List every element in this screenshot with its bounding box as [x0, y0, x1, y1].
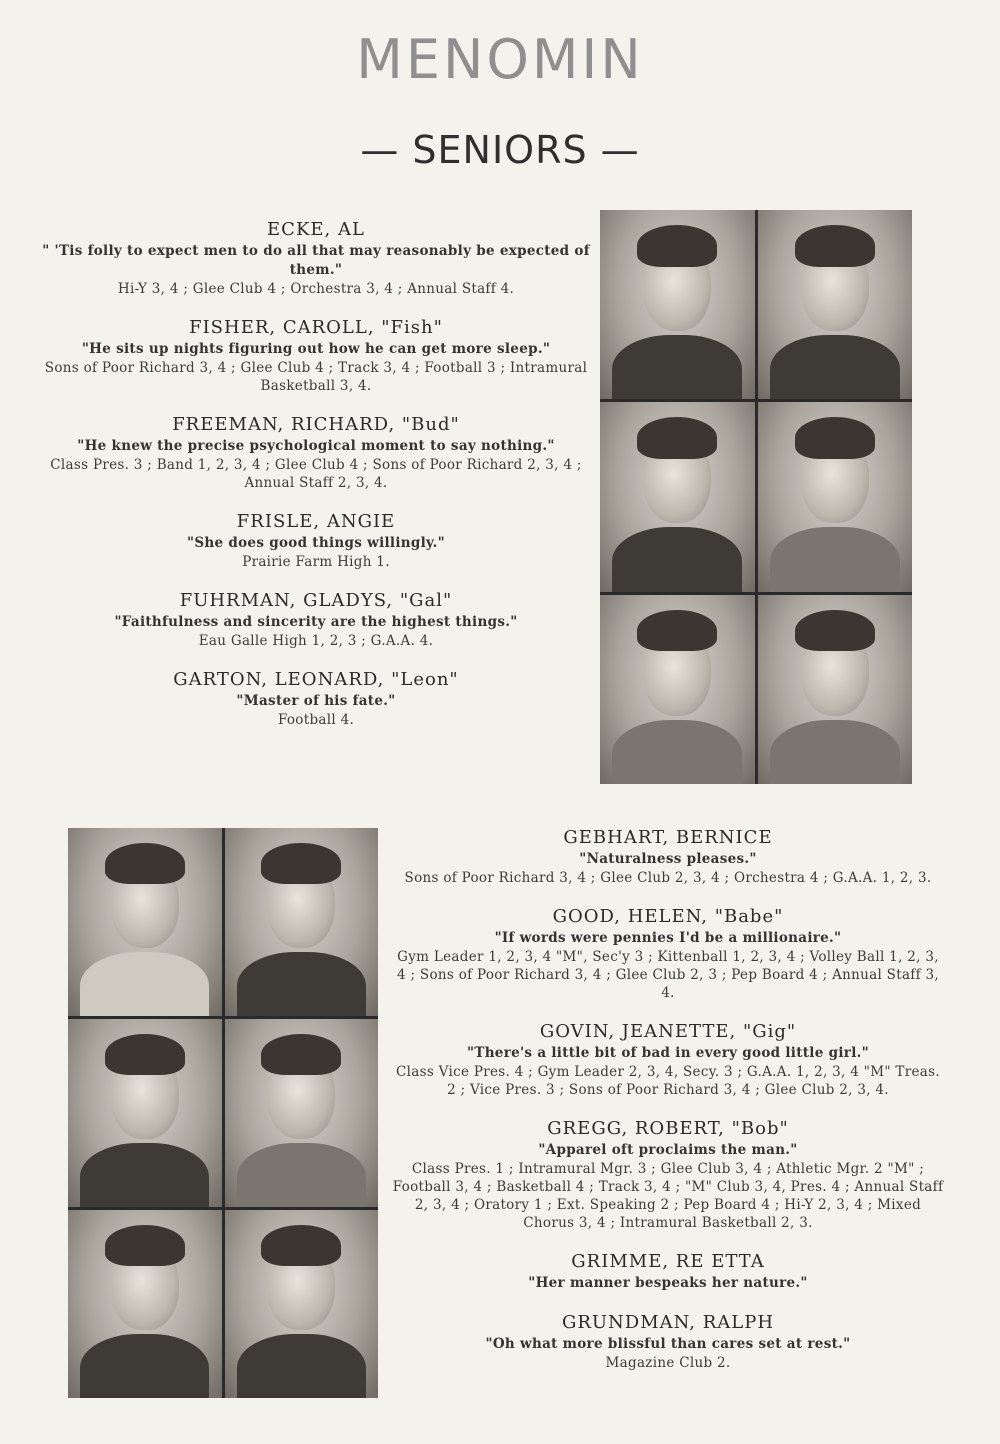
senior-quote: "She does good things willingly."	[187, 535, 445, 551]
seniors-list-bottom	[392, 826, 944, 1390]
senior-activities: Prairie Farm High 1.	[242, 554, 390, 570]
senior-name: FRISLE, ANGIE	[236, 511, 396, 532]
senior-quote: "Faithfulness and sincerity are the highest things."	[114, 614, 518, 630]
senior-quote: " 'Tis folly to expect men to do all that may reasonably be expected of them."	[42, 243, 590, 278]
senior-portrait	[225, 1210, 379, 1398]
senior-portrait	[600, 210, 755, 399]
senior-activities: Magazine Club 2.	[605, 1355, 731, 1371]
senior-name: GOOD, HELEN, "Babe"	[552, 906, 784, 927]
senior-entry	[40, 218, 592, 298]
senior-name: ECKE, AL	[267, 219, 365, 240]
senior-name: FUHRMAN, GLADYS, "Gal"	[179, 590, 453, 611]
senior-name: FREEMAN, RICHARD, "Bud"	[172, 414, 460, 435]
senior-name: GARTON, LEONARD, "Leon"	[173, 669, 459, 690]
senior-activities: Sons of Poor Richard 3, 4 ; Glee Club 2, 3, 4 ; Orchestra 4 ; G.A.A. 1, 2, 3.	[404, 870, 932, 886]
senior-entry	[392, 1311, 944, 1372]
senior-entry	[392, 905, 944, 1002]
senior-activities: Class Pres. 3 ; Band 1, 2, 3, 4 ; Glee Club 4 ; Sons of Poor Richard 2, 3, 4 ; Annual Staff 2, 3, 4.	[50, 457, 582, 491]
senior-portrait	[600, 595, 755, 784]
senior-entry	[40, 668, 592, 729]
senior-name: GREGG, ROBERT, "Bob"	[547, 1118, 789, 1139]
senior-portrait	[68, 1019, 222, 1207]
senior-activities: Sons of Poor Richard 3, 4 ; Glee Club 4 ; Track 3, 4 ; Football 3 ; Intramural Basketball 3, 4.	[44, 360, 588, 394]
senior-quote: "There's a little bit of bad in every good little girl."	[467, 1045, 869, 1061]
senior-activities: Class Pres. 1 ; Intramural Mgr. 3 ; Glee Club 3, 4 ; Athletic Mgr. 2 "M" ; Football 3, 4 ; Basketball 4 ; Track 3, 4 ; "M" Club 3, 4, Pres. 4 ; Annual Staff 2, 3, 4 ; Oratory 1 ; Ext. Speaking 2 ; Pep Board 4 ; Hi-Y 2, 3, 4 ; Mixed Chorus 3, 4 ; Intramural Basketball 2, 3.	[392, 1161, 944, 1231]
senior-entry	[392, 826, 944, 887]
senior-quote: "Apparel oft proclaims the man."	[538, 1142, 798, 1158]
senior-entry	[40, 413, 592, 492]
senior-entry	[40, 589, 592, 650]
senior-entry	[40, 316, 592, 395]
senior-portrait	[225, 828, 379, 1016]
senior-quote: "Oh what more blissful than cares set at rest."	[485, 1336, 851, 1352]
portrait-grid-bottom	[68, 828, 378, 1398]
senior-name: GEBHART, BERNICE	[563, 827, 773, 848]
senior-name: GOVIN, JEANETTE, "Gig"	[539, 1021, 797, 1042]
senior-quote: "Naturalness pleases."	[579, 851, 757, 867]
senior-activities: Class Vice Pres. 4 ; Gym Leader 2, 3, 4, Secy. 3 ; G.A.A. 1, 2, 3, 4 "M" Treas. 2 ; Vice Pres. 3 ; Sons of Poor Richard 3, 4 ; Glee Club 2, 3, 4.	[396, 1064, 940, 1098]
senior-name: GRIMME, RE ETTA	[571, 1251, 765, 1272]
senior-portrait	[225, 1019, 379, 1207]
senior-quote: "He sits up nights figuring out how he can get more sleep."	[81, 341, 551, 357]
page-title: MENOMIN	[356, 28, 644, 91]
senior-entry	[392, 1250, 944, 1293]
senior-activities: Football 4.	[277, 712, 355, 728]
senior-activities: Eau Galle High 1, 2, 3 ; G.A.A. 4.	[198, 633, 434, 649]
senior-portrait	[758, 402, 913, 591]
senior-entry	[392, 1117, 944, 1232]
senior-quote: "He knew the precise psychological moment to say nothing."	[77, 438, 555, 454]
senior-activities: Hi-Y 3, 4 ; Glee Club 4 ; Orchestra 3, 4 ; Annual Staff 4.	[117, 281, 515, 297]
senior-portrait	[68, 828, 222, 1016]
senior-name: GRUNDMAN, RALPH	[561, 1312, 775, 1333]
portrait-grid-top	[600, 210, 912, 784]
section-heading: — SENIORS —	[360, 128, 640, 172]
senior-portrait	[758, 210, 913, 399]
senior-name: FISHER, CAROLL, "Fish"	[189, 317, 443, 338]
senior-portrait	[758, 595, 913, 784]
senior-entry	[392, 1020, 944, 1099]
senior-entry	[40, 510, 592, 571]
senior-portrait	[600, 402, 755, 591]
senior-portrait	[68, 1210, 222, 1398]
senior-quote: "Master of his fate."	[236, 693, 396, 709]
senior-activities: Gym Leader 1, 2, 3, 4 "M", Sec'y 3 ; Kittenball 1, 2, 3, 4 ; Volley Ball 1, 2, 3, 4 ; Sons of Poor Richard 3, 4 ; Glee Club 2, 3 ; Pep Board 4 ; Annual Staff 3, 4.	[397, 949, 939, 1001]
seniors-list-top	[40, 218, 592, 747]
senior-quote: "If words were pennies I'd be a millionaire."	[494, 930, 842, 946]
senior-quote: "Her manner bespeaks her nature."	[528, 1275, 808, 1291]
